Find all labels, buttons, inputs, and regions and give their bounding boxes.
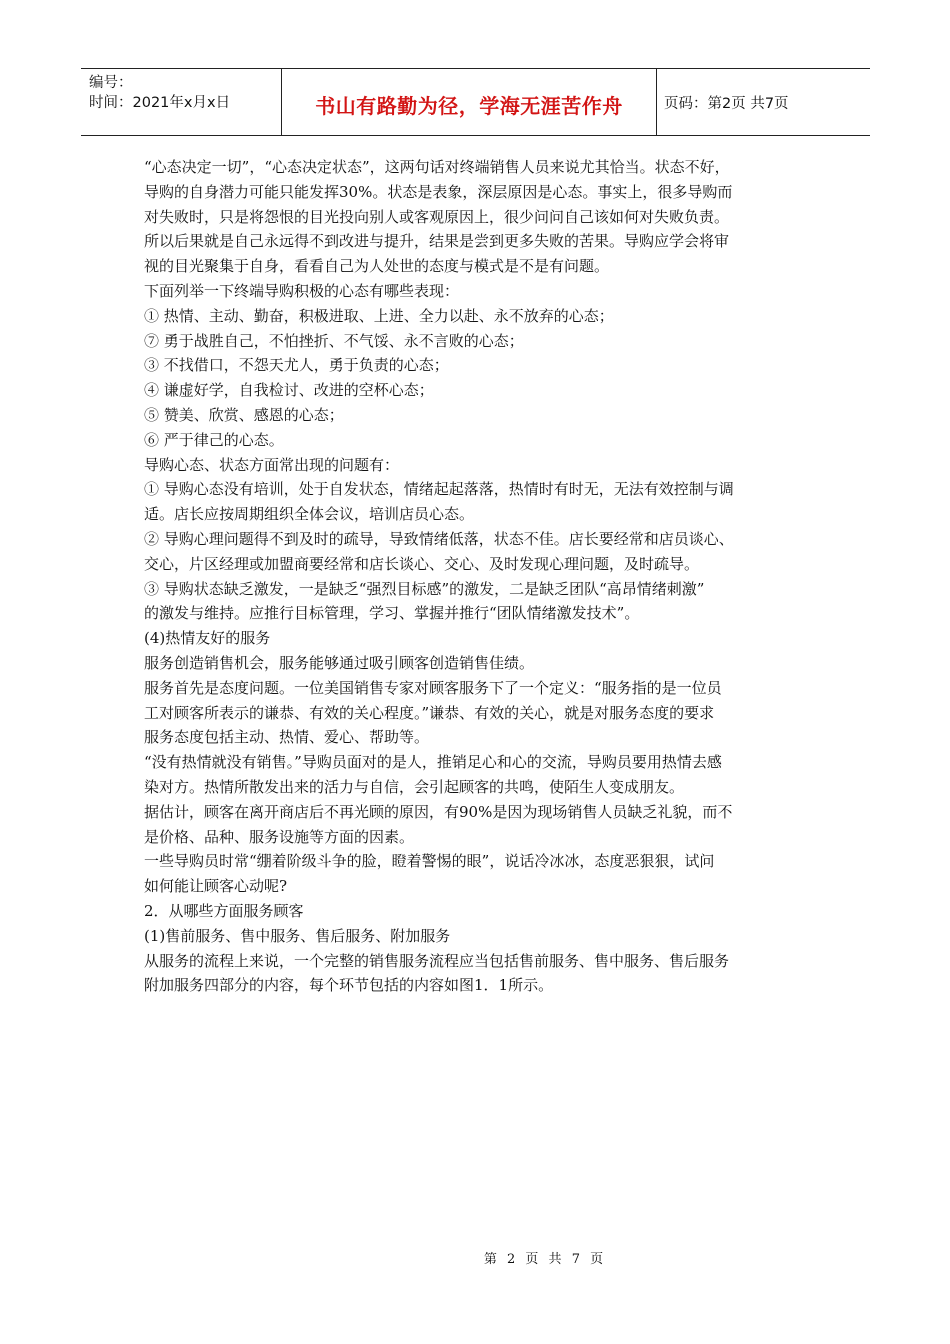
body-line: ⑦ 勇于战胜自己，不怕挫折、不气馁、永不言败的心态； (144, 331, 524, 350)
document-body (144, 155, 816, 998)
body-line: ③ 导购状态缺乏激发，一是缺乏“强烈目标感”的激发，二是缺乏团队“高昂情绪刺激” (144, 579, 705, 598)
body-line: ④ 谦虚好学，自我检讨、改进的空杯心态； (144, 381, 434, 400)
body-line: ③ 不找借口，不怨天尤人，勇于负责的心态； (144, 356, 449, 375)
body-line: 的激发与维持。应推行目标管理，学习、掌握并推行“团队情绪激发技术”。 (144, 604, 640, 623)
body-line: 所以后果就是自己永远得不到改进与提升，结果是尝到更多失败的苦果。导购应学会将审 (144, 232, 730, 251)
body-line: 附加服务四部分的内容，每个环节包括的内容如图1．1所示。 (144, 976, 554, 995)
body-line: 对失败时，只是将怨恨的目光投向别人或客观原因上，很少问问自己该如何对失败负责。 (144, 207, 730, 226)
body-line: 从服务的流程上来说，一个完整的销售服务流程应当包括售前服务、售中服务、售后服务 (144, 951, 730, 970)
body-line: “心态决定一切”，“心态决定状态”，这两句话对终端销售人员来说尤其恰当。状态不好， (144, 158, 730, 176)
header-info-cell (81, 69, 282, 135)
body-line: 导购的自身潜力可能只能发挥30%。状态是表象，深层原因是心态。事实上，很多导购而 (144, 182, 733, 201)
body-line: 服务创造销售机会，服务能够通过吸引顾客创造销售佳绩。 (144, 653, 535, 672)
body-line: “没有热情就没有销售。”导购员面对的是人，推销足心和心的交流，导购员要用热情去感 (144, 753, 722, 772)
page-header (81, 68, 870, 136)
body-line: ① 热情、主动、勤奋，积极进取、上进、全力以赴、永不放弃的心态； (144, 306, 614, 325)
body-line: (1)售前服务、售中服务、售后服务、附加服务 (144, 926, 451, 945)
body-line: 据估计，顾客在离开商店后不再光顾的原因，有90%是因为现场销售人员缺乏礼貌，而不 (144, 802, 733, 821)
page-footer: 第 2 页 共 7 页 (483, 1252, 607, 1267)
body-line: 视的目光聚集于自身，看看自己为人处世的态度与模式是不是有问题。 (144, 257, 610, 276)
body-line: 工对顾客所表示的谦恭、有效的关心程度。”谦恭、有效的关心，就是对服务态度的要求 (144, 703, 715, 722)
header-page-cell (657, 69, 870, 135)
body-line: ⑥ 严于律己的心态。 (144, 430, 284, 449)
body-line: 导购心态、状态方面常出现的问题有： (144, 455, 400, 474)
body-line: 服务首先是态度问题。一位美国销售专家对顾客服务下了一个定义：“服务指的是一位员 (144, 678, 722, 697)
body-line: 是价格、品种、服务设施等方面的因素。 (144, 827, 415, 846)
body-line: ② 导购心理问题得不到及时的疏导，导致情绪低落，状态不佳。店长要经常和店员谈心、 (144, 529, 734, 548)
body-line: ⑤ 赞美、欣赏、感恩的心态； (144, 405, 344, 424)
body-line: (4)热情友好的服务 (144, 629, 271, 648)
body-line: 服务态度包括主动、热情、爱心、帮助等。 (144, 728, 430, 747)
body-line: 染对方。热情所散发出来的活力与自信，会引起顾客的共鸣，使陌生人变成朋友。 (144, 777, 685, 796)
body-line: 2．从哪些方面服务顾客 (144, 901, 304, 920)
body-line: 适。店长应按周期组织全体会议，培训店员心态。 (144, 505, 475, 524)
body-line: 如何能让顾客心动呢? (144, 877, 288, 896)
date-label: 时间：2021年x月x日 (89, 95, 231, 111)
body-line: 一些导购员时常“绷着阶级斗争的脸，瞪着警惕的眼”，说话冷冰冰，态度恶狠狠，试问 (144, 852, 715, 871)
body-line: 交心，片区经理或加盟商要经常和店长谈心、交心、及时发现心理问题，及时疏导。 (144, 554, 700, 573)
motto-text: 书山有路勤为径，学海无涯苦作舟 (315, 93, 623, 118)
serial-label: 编号： (89, 75, 133, 91)
header-motto-cell (282, 69, 657, 135)
page-label: 页码：第2页 共7页 (664, 95, 789, 112)
body-line: ① 导购心态没有培训，处于自发状态，情绪起起落落，热情时有时无，无法有效控制与调 (144, 480, 734, 499)
body-line: 下面列举一下终端导购积极的心态有哪些表现： (144, 281, 460, 300)
